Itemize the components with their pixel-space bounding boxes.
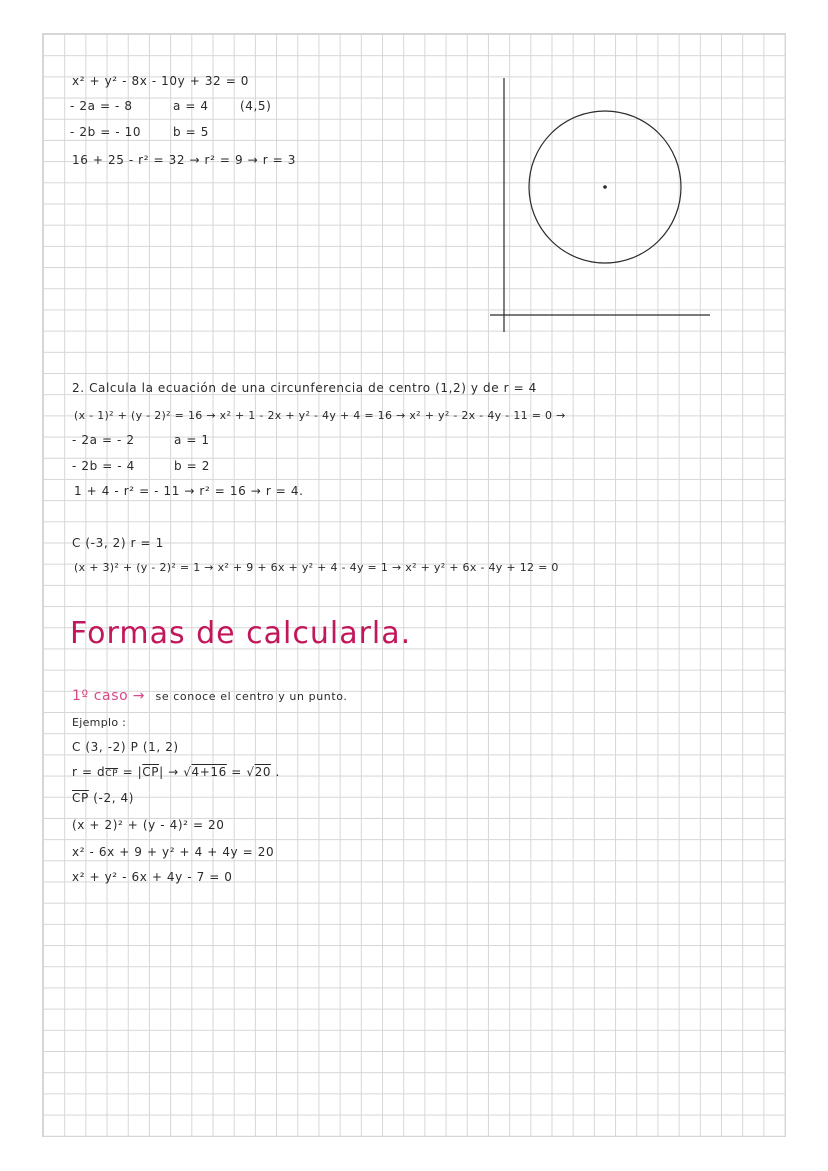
equation-line: x² + y² - 8x - 10y + 32 = 0 (72, 74, 250, 88)
equation-line: - 2b = - 4 (72, 459, 135, 473)
equation-line: a = 4 (173, 99, 209, 113)
text-fragment: | → √ (159, 765, 192, 779)
equation-line: x² + y² - 6x + 4y - 7 = 0 (72, 870, 233, 884)
equation-line: - 2a = - 2 (72, 433, 135, 447)
arrow-icon: → (132, 688, 146, 704)
text-fragment: = | (118, 765, 143, 779)
text-fragment: = √ (226, 765, 255, 779)
case-label: 1º caso (72, 688, 129, 704)
exercise-statement: 2. Calcula la ecuación de una circunferencia de centro (1,2) y de r = 4 (72, 381, 537, 395)
text-fragment: (-2, 4) (88, 791, 135, 805)
vector-line (72, 791, 134, 805)
equation-line: - 2b = - 10 (70, 125, 142, 139)
equation-line: b = 2 (174, 459, 210, 473)
equation-line: C (-3, 2) r = 1 (72, 536, 164, 550)
equation-line: C (3, -2) P (1, 2) (72, 740, 179, 754)
equation-line: a = 1 (174, 433, 210, 447)
radicand: 4+16 (191, 765, 227, 779)
equation-line: (x - 1)² + (y - 2)² = 16 → x² + 1 - 2x + y² - 4y + 4 = 16 → x² + y² - 2x - 4y - 11 = 0 → (74, 409, 566, 422)
equation-line: x² - 6x + 9 + y² + 4 + 4y = 20 (72, 845, 275, 859)
text-fragment: . (271, 765, 280, 779)
vector-label: $\overline{CP}$ (142, 765, 160, 779)
example-label: Ejemplo : (72, 716, 127, 729)
radicand: 20 (254, 765, 272, 779)
vector-subscript: $\overline{CP}$ (105, 769, 119, 779)
case-line (72, 688, 348, 704)
vector-label: $\overline{CP}$ (72, 791, 89, 805)
equation-line: (x + 2)² + (y - 4)² = 20 (72, 818, 225, 832)
center-coordinates: (4,5) (240, 99, 272, 113)
section-heading: Formas de calcularla. (70, 616, 412, 651)
equation-line: - 2a = - 8 (70, 99, 133, 113)
equation-line: (x + 3)² + (y - 2)² = 1 → x² + 9 + 6x + y² + 4 - 4y = 1 → x² + y² + 6x - 4y + 12 = 0 (74, 561, 559, 574)
circle-sketch (490, 78, 712, 336)
equation-line: 16 + 25 - r² = 32 → r² = 9 → r = 3 (72, 153, 296, 167)
text-fragment: r = d (72, 765, 106, 779)
equation-line: 1 + 4 - r² = - 11 → r² = 16 → r = 4. (74, 484, 304, 498)
radius-formula (72, 765, 280, 779)
equation-line: b = 5 (173, 125, 209, 139)
circle-center-dot (603, 185, 607, 189)
case-description: se conoce el centro y un punto. (155, 690, 348, 703)
